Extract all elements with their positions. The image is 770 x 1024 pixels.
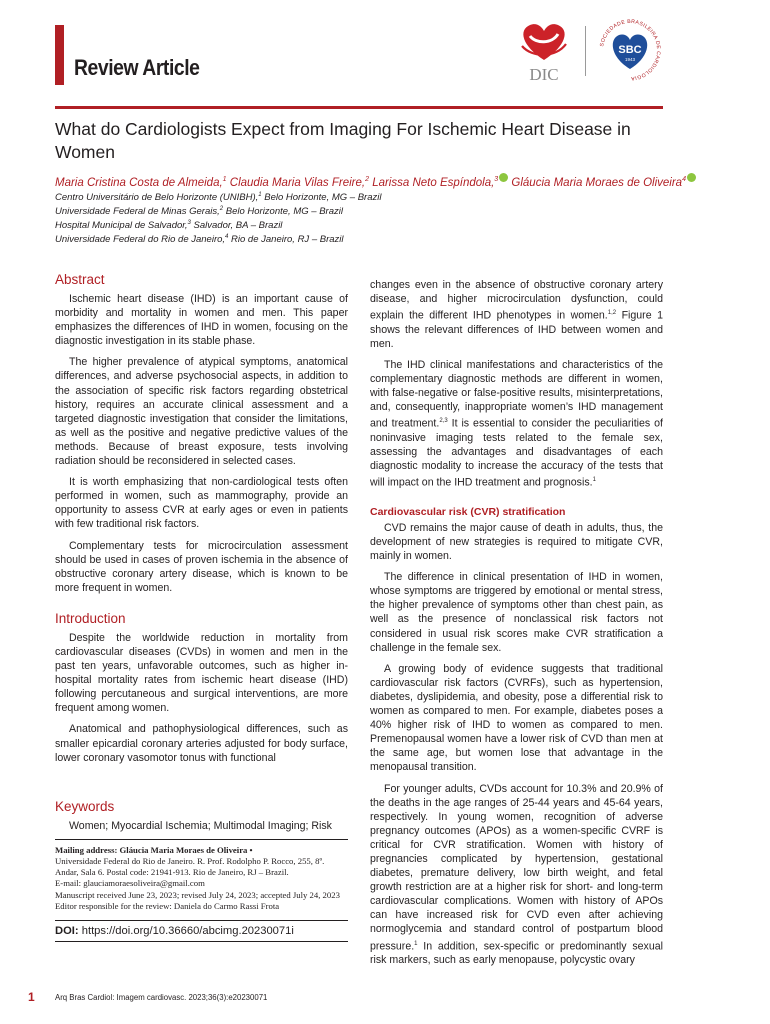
sbc-ring-text: SOCIEDADE BRASILEIRA DE CARDIOLOGIA (599, 18, 662, 82)
author-name: Larissa Neto Espíndola, (372, 176, 495, 189)
affiliation: Centro Universitário de Belo Horizonte (UNIBH),$^1$ Belo Horizonte, MG – Brazil (55, 192, 382, 204)
author-name: Claudia Maria Vilas Freire, (229, 176, 366, 189)
affiliation: Universidade Federal do Rio de Janeiro,$^4$ Rio de Janeiro, RJ – Brazil (55, 234, 344, 246)
abstract-paragraph: It is worth emphasizing that non-cardiological tests often performed in women, such as mammography, provide an opportunity to assess CVR at early ages or even in patients with few traditional risk factors. (55, 476, 348, 531)
mailing-address-text: Universidade Federal do Rio de Janeiro. R. Prof. Rodolpho P. Rocco, 255, 8º. Andar, Sala 6. Postal code: 21941-913. Rio de Janeiro, RJ – Brazil. (55, 856, 325, 878)
author-name: Gláucia Maria Moraes de Oliveira (511, 176, 683, 189)
left-column (55, 272, 348, 942)
logo-separator (585, 26, 586, 76)
keywords-text: Women; Myocardial Ischemia; Multimodal Imaging; Risk (69, 819, 332, 832)
keywords-heading: Keywords (55, 798, 115, 814)
abstract-paragraph: Complementary tests for microcirculation assessment should be used in cases of proven ischemia in the absence of obstructive coronary artery disease, which is known to be more frequent in women. (55, 539, 348, 594)
introduction-paragraph: The IHD clinical manifestations and characteristics of the complementary diagnostic methods are different in women, with false-negative or false-positive results, misinterpretations, and, consequently, inappropriate women’s IHD management and treatment.$^{2,3}$ It is essential to consider the peculiarities of noninvasive imaging tests related to the female sex, assessing the advantages and disadvantages of each diagnostic modality to increase the accuracy of the tests that will impact on the IHD treatment and prognosis.$^1$ (370, 359, 663, 489)
author-affil-sup: 3 (494, 176, 499, 183)
cvr-heading: Cardiovascular risk (CVR) stratification (370, 505, 566, 518)
author-affil-sup: 2 (365, 176, 369, 183)
cvr-paragraph: CVD remains the major cause of death in adults, thus, the development of new strategies is required to mitigate CVR, mainly in women. (370, 521, 663, 563)
doi-box (55, 920, 348, 942)
abstract-heading: Abstract (55, 272, 105, 287)
cvr-paragraph: A growing body of evidence suggests that traditional cardiovascular risk factors (CVRFs), such as hypertension, diabetes, dyslipidemia, and obesity, pose a differential risk to women as compared to men. For example, diabetes poses a 40% higher risk of IHD to women as compared to men. Premenopausal women have a lower risk of CVD than men at the same age, but women lose that advantage in the menopausal transition. (370, 662, 663, 774)
affiliation: Universidade Federal de Minas Gerais,$^2$ Belo Horizonte, MG – Brazil (55, 206, 343, 218)
dic-logo (508, 16, 580, 88)
sbc-logo (595, 15, 665, 85)
cvr-paragraph: The difference in clinical presentation of IHD in women, whose symptoms are triggered by emotional or mental stress, the higher prevalence of symptoms other than chest pain, as well as the presence of nonclassical risk factors not considered in usual risk scores make CVR stratification a challenge in the female sex. (370, 571, 663, 654)
doi-link[interactable]: https://doi.org/10.36660/abcimg.20230071i (78, 925, 294, 938)
right-column (370, 278, 663, 967)
affiliation: Hospital Municipal de Salvador,$^3$ Salvador, BA – Brazil (55, 220, 283, 232)
introduction-paragraph: Anatomical and pathophysiological differences, such as smaller epicardial coronary arteries adjusted for body surface, lower coronary vasomotor tonus with functional (55, 723, 348, 764)
author-affil-sup: 1 (222, 176, 227, 183)
orcid-icon[interactable] (687, 173, 696, 182)
dic-logo-text: DIC (529, 65, 559, 84)
abstract-paragraph: Ischemic heart disease (IHD) is an important cause of morbidity and mortality in women and men. This paper emphasizes the differences of IHD in women, focusing on the diagnostic investigation in its stable phase. (55, 293, 348, 348)
introduction-paragraph: Despite the worldwide reduction in mortality from cardiovascular diseases (CVDs) in women and men in the past ten years, unfavorable outcomes, such as higher in-hospital mortality rates from ischemic heart disease (IHD) following percutaneous and surgical interventions, are more frequent among women. (55, 631, 348, 715)
abstract-paragraph: The higher prevalence of atypical symptoms, anatomical differences, and adverse psychosocial aspects, in addition to the association of specific risk factors regarding obstetrical history, requires an accurate clinical assessment and a targeted diagnostic investigation that consider the limitations, as well as the positive and negative predictive values of the methods. Because of breast exposure, tests involving radiation should be reconsidered in selected cases. (55, 356, 348, 468)
author-list (55, 172, 695, 191)
article-type: Review Article (74, 55, 200, 80)
mailing-address (55, 839, 348, 912)
cvr-paragraph: For younger adults, CVDs account for 10.3% and 20.9% of the deaths in the age ranges of 25-44 years and 45-64 years, respectively. In young women, recognition of adverse pregnancy outcomes (APOs) as a women-specific CVRF is critical for CVR stratification. Women with history of pregnancies complicated by hypertension, gestational diabetes, premature delivery, low birth weight, and fetal growth restriction are at a higher risk for short- and long-term cardiovascular complications. Women with history of APOs can have increased risk for CVD even after achieving normoglycemia and standard control of postpartum blood pressure.$^1$ In addition, sex-specific or predominantly sexual risk markers, such as early menopause, polycystic ovary (370, 782, 663, 967)
orcid-icon[interactable] (499, 173, 508, 182)
header-rule (55, 106, 663, 109)
doi-label: DOI: (55, 925, 79, 938)
mailing-email[interactable]: E-mail: glauciamoraesoliveira@gmail.com (55, 878, 205, 889)
manuscript-dates: Manuscript received June 23, 2023; revised July 24, 2023; accepted July 24, 2023 (55, 889, 340, 900)
introduction-paragraph: changes even in the absence of obstructive coronary artery disease, and higher microcirculation dysfunction, could explain the different IHD phenotypes in women.$^{1,2}$ Figure 1 shows the relevant differences of IHD between women and men. (370, 279, 663, 350)
sbc-logo-text: SBC (618, 44, 642, 56)
article-title: What do Cardiologists Expect from Imaging For Ischemic Heart Disease in Women (55, 119, 631, 162)
author-name: Maria Cristina Costa de Almeida, (55, 176, 223, 189)
footer-citation: Arq Bras Cardiol: Imagem cardiovasc. 2023;36(3):e20230071 (55, 993, 268, 1002)
author-affil-sup: 4 (682, 176, 686, 183)
page-number: 1 (28, 990, 35, 1004)
mailing-title: Mailing address: Gláucia Maria Moraes de Oliveira • (55, 844, 253, 855)
introduction-heading: Introduction (55, 610, 126, 626)
review-editor: Editor responsible for the review: Daniela do Carmo Rassi Frota (55, 900, 280, 911)
header-accent-bar (55, 25, 64, 85)
sbc-logo-year: 1943 (624, 57, 636, 62)
